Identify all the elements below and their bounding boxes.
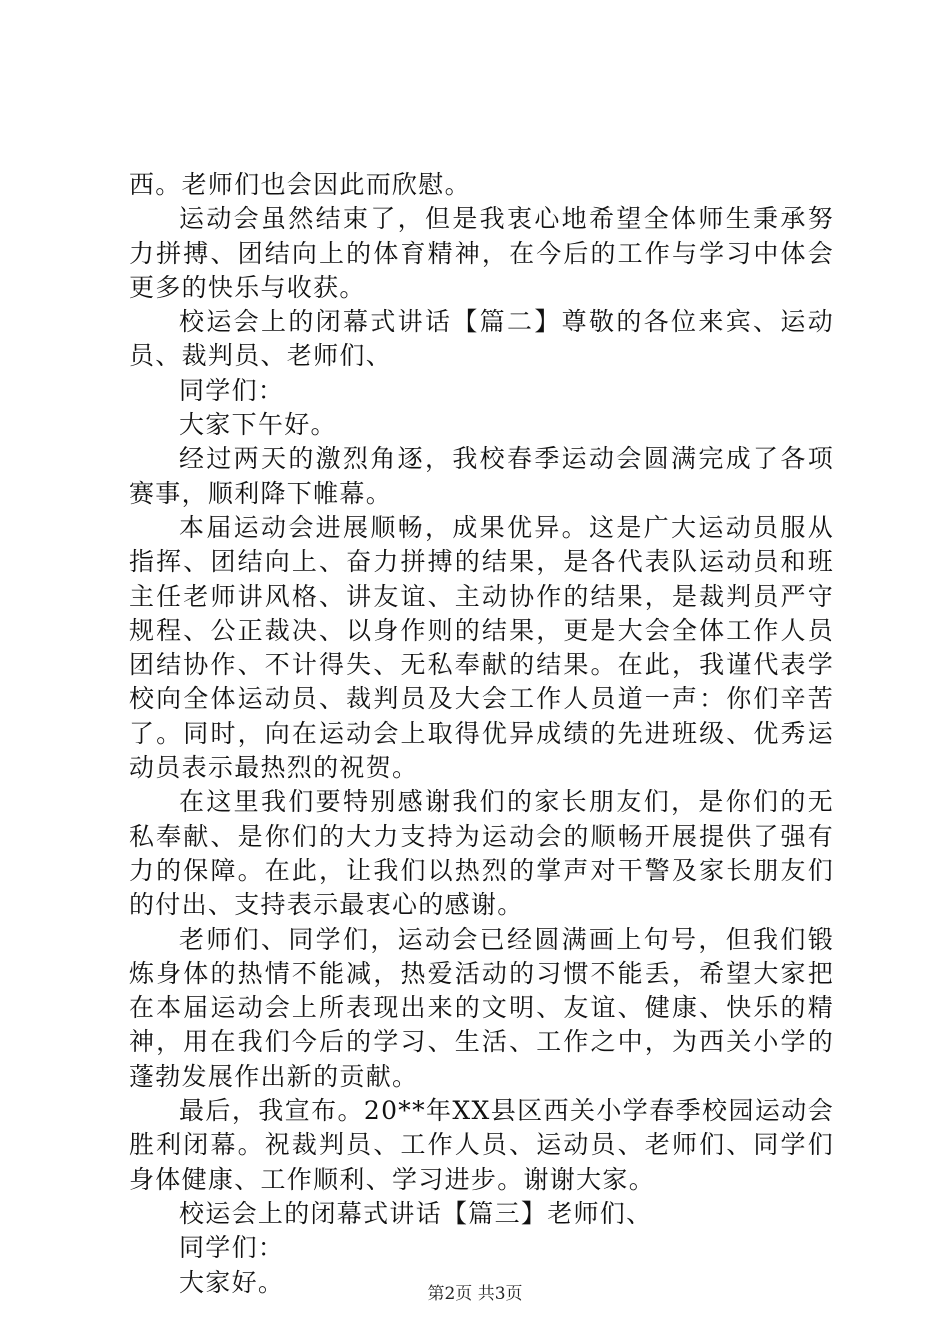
paragraph: 本届运动会进展顺畅，成果优异。这是广大运动员服从指挥、团结向上、奋力拼搏的结果，是各代表队运动员和班主任老师讲风格、讲友谊、主动协作的结果，是裁判员严守规程、公正裁决、以身作则的结果，更是大会全体工作人员团结协作、不计得失、无私奉献的结果。在此，我谨代表学校向全体运动员、裁判员及大会工作人员道一声：你们辛苦了。同时，向在运动会上取得优异成绩的先进班级、优秀运动员表示最热烈的祝贺。 bbox=[129, 512, 834, 783]
page-footer bbox=[0, 1284, 950, 1304]
page-number: 第2页 共3页 bbox=[427, 1284, 523, 1304]
paragraph: 最后，我宣布。20**年XX县区西关小学春季校园运动会胜利闭幕。祝裁判员、工作人员、运动员、老师们、同学们身体健康、工作顺利、学习进步。谢谢大家。 bbox=[129, 1096, 834, 1194]
section-heading-paragraph: 校运会上的闭幕式讲话【篇二】尊敬的各位来宾、运动员、裁判员、老师们、 bbox=[129, 307, 834, 371]
paragraph: 西。老师们也会因此而欣慰。 bbox=[129, 170, 471, 199]
paragraph: 经过两天的激烈角逐，我校春季运动会圆满完成了各项赛事，顺利降下帷幕。 bbox=[129, 444, 834, 508]
greeting: 大家下午好。 bbox=[179, 410, 337, 440]
paragraph: 在这里我们要特别感谢我们的家长朋友们，是你们的无私奉献、是你们的大力支持为运动会的顺畅开展提供了强有力的保障。在此，让我们以热烈的掌声对干警及家长朋友们的付出、支持表示最衷心的感谢。 bbox=[129, 787, 834, 920]
salutation: 同学们： bbox=[179, 375, 285, 405]
salutation: 同学们： bbox=[179, 1233, 285, 1263]
document-body bbox=[129, 168, 834, 1300]
section-heading-paragraph: 校运会上的闭幕式讲话【篇三】老师们、 bbox=[179, 1198, 653, 1228]
paragraph: 运动会虽然结束了，但是我衷心地希望全体师生秉承努力拼搏、团结向上的体育精神，在今后的工作与学习中体会更多的快乐与收获。 bbox=[129, 204, 834, 302]
greeting: 大家好。 bbox=[179, 1267, 285, 1297]
paragraph: 老师们、同学们，运动会已经圆满画上句号，但我们锻炼身体的热情不能减，热爱活动的习惯不能丢，希望大家把在本届运动会上所表现出来的文明、友谊、健康、快乐的精神，用在我们今后的学习、生活、工作之中，为西关小学的蓬勃发展作出新的贡献。 bbox=[129, 924, 834, 1091]
